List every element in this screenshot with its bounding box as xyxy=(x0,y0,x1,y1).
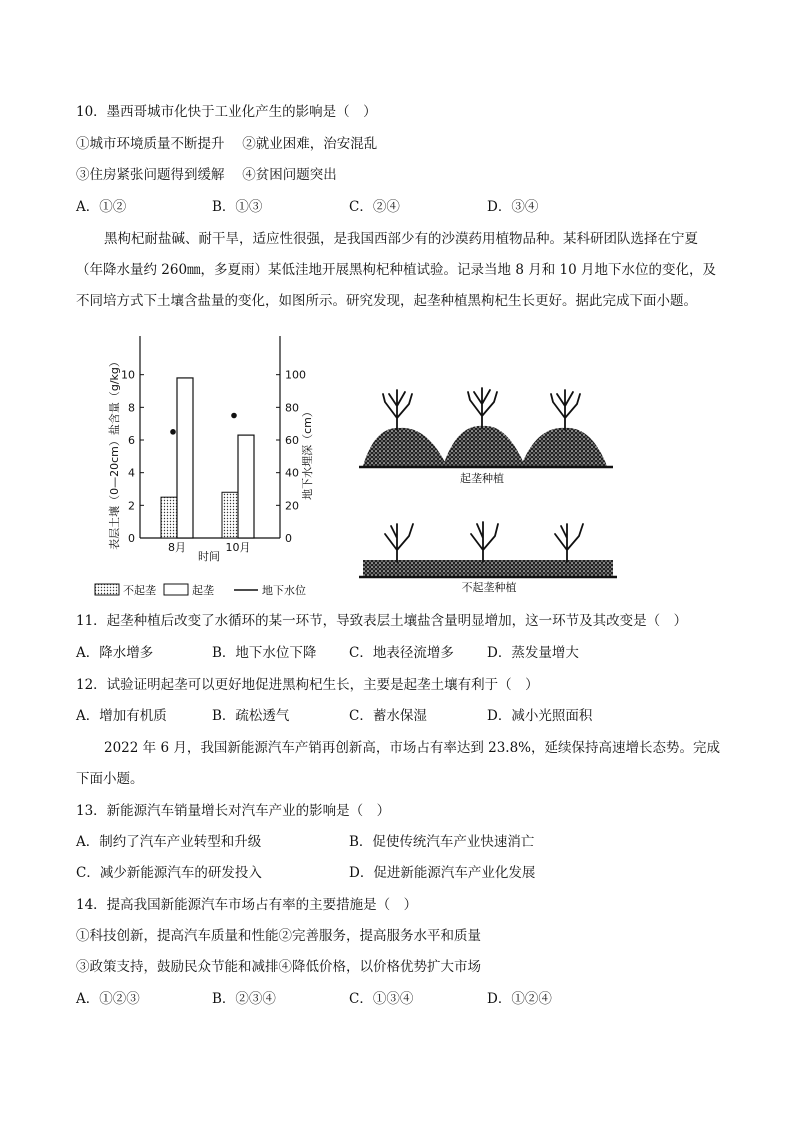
q13-option-a: A．制约了汽车产业转型和升级 xyxy=(76,834,262,850)
groundwater-point xyxy=(170,429,176,435)
y-left-tick-label: 0 xyxy=(128,532,135,545)
plant-icon xyxy=(551,390,580,430)
q14-stem: 14．提高我国新能源汽车市场占有率的主要措施是（ ） xyxy=(76,897,418,913)
passage-1-line-1: 黑枸杞耐盐碱、耐干旱，适应性很强，是我国西部少有的沙漠药用植物品种。某科研团队选择在宁夏 xyxy=(104,231,698,247)
q10-statement-line-2: ③住房紧张问题得到缓解 ④贫困问题突出 xyxy=(76,167,337,183)
plant-icon xyxy=(383,390,412,430)
q11-option-b: B．地下水位下降 xyxy=(212,645,317,661)
plant-icon xyxy=(471,522,498,562)
x-axis-label: 时间 xyxy=(198,550,220,563)
passage-2-line-2: 下面小题。 xyxy=(76,771,144,787)
q10-option-a: A．①② xyxy=(76,199,127,215)
flat-planting xyxy=(359,522,617,594)
bar-ridge xyxy=(177,378,193,538)
y-axis-left-label: 表层土壤（0—20cm）盐含量（g/kg） xyxy=(108,356,121,550)
q10-stem: 10．墨西哥城市化快于工业化产生的影响是（ ） xyxy=(76,104,377,120)
chart-legend xyxy=(95,583,306,597)
q14-option-d: D．①②④ xyxy=(487,991,552,1007)
passage-1-line-3: 不同培方式下土壤含盐量的变化，如图所示。研究发现，起垄种植黑枸杞生长更好。据此完成下面小题。 xyxy=(76,293,697,309)
q14-statement-line-2: ③政策支持，鼓励民众节能和减排④降低价格，以价格优势扩大市场 xyxy=(76,959,481,975)
bar-no-ridge xyxy=(161,497,177,538)
q12-option-c: C．蓄水保湿 xyxy=(349,708,427,724)
q11-stem: 11．起垄种植后改变了水循环的某一环节，导致表层土壤盐含量明显增加，这一环节及其改变是（ ） xyxy=(76,613,688,629)
ridge-planting-diagram xyxy=(355,378,625,596)
q13-option-d: D．促进新能源汽车产业化发展 xyxy=(349,865,536,881)
q10-option-c: C．②④ xyxy=(349,199,400,215)
y-left-tick-label: 10 xyxy=(121,368,135,382)
plant-icon xyxy=(385,524,413,562)
ridged-planting xyxy=(359,388,613,485)
legend-swatch-no-ridge xyxy=(95,584,119,595)
ridge-mound-2 xyxy=(443,426,525,466)
q10-option-b: B．①③ xyxy=(212,199,263,215)
q14-statement-line-1: ①科技创新，提高汽车质量和性能②完善服务，提高服务水平和质量 xyxy=(76,928,481,944)
q14-option-a: A．①②③ xyxy=(76,991,140,1007)
q11-option-c: C．地表径流增多 xyxy=(349,645,454,661)
y-right-tick-label: 60 xyxy=(285,434,299,447)
q12-option-b: B．疏松透气 xyxy=(212,708,290,724)
bar-ridge xyxy=(238,435,254,538)
q11-option-a: A．降水增多 xyxy=(76,645,154,661)
q11-option-d: D．蒸发量增大 xyxy=(487,645,579,661)
x-tick-label: 8月 xyxy=(168,541,186,554)
plant-icon xyxy=(468,388,497,428)
y-right-tick-label: 40 xyxy=(285,466,299,480)
y-right-tick-label: 100 xyxy=(285,368,306,382)
ridge-mound-3 xyxy=(521,428,607,466)
y-left-tick-label: 4 xyxy=(128,466,135,480)
q10-statement-line-1: ①城市环境质量不断提升 ②就业困难，治安混乱 xyxy=(76,136,378,152)
q12-option-d: D．减小光照面积 xyxy=(487,708,593,724)
y-left-tick-label: 6 xyxy=(128,434,135,447)
legend-label-groundwater: 地下水位 xyxy=(262,584,306,597)
y-right-tick-label: 0 xyxy=(285,532,292,545)
y-right-tick-label: 20 xyxy=(285,499,299,513)
q12-option-a: A．增加有机质 xyxy=(76,708,167,724)
passage-1-line-2: （年降水量约 260㎜，多夏雨）某低洼地开展黑枸杞种植试验。记录当地 8 月和 10 月地下水位的变化，及 xyxy=(76,262,716,278)
legend-label-no-ridge: 不起垄 xyxy=(123,584,156,597)
y-right-tick-label: 80 xyxy=(285,401,299,415)
legend-swatch-ridge xyxy=(164,584,188,595)
legend-label-ridge: 起垄 xyxy=(192,584,214,597)
passage-2-line-1: 2022 年 6 月，我国新能源汽车产销再创新高，市场占有率达到 23.8%，延续保持高速增长态势。完成 xyxy=(104,740,720,756)
q13-stem: 13．新能源汽车销量增长对汽车产业的影响是（ ） xyxy=(76,803,391,819)
q13-option-b: B．促使传统汽车产业快速消亡 xyxy=(349,834,535,850)
salt-groundwater-chart xyxy=(88,328,338,604)
ridged-planting-label: 起垄种植 xyxy=(460,472,504,485)
y-left-tick-label: 8 xyxy=(128,401,135,415)
groundwater-point xyxy=(231,413,237,419)
flat-soil-layer xyxy=(363,560,613,577)
x-tick-label: 10月 xyxy=(225,541,251,554)
plant-icon xyxy=(555,524,583,562)
q13-option-c: C．减少新能源汽车的研发投入 xyxy=(76,865,262,881)
y-axis-right-label: 地下水埋深（cm） xyxy=(301,406,314,500)
q12-stem: 12．试验证明起垄可以更好地促进黑枸杞生长，主要是起垄土壤有利于（ ） xyxy=(76,677,539,693)
flat-planting-label: 不起垄种植 xyxy=(461,581,517,594)
q10-option-d: D．③④ xyxy=(487,199,539,215)
ridge-mound-1 xyxy=(363,428,447,466)
q14-option-b: B．②③④ xyxy=(212,991,276,1007)
bar-no-ridge xyxy=(222,492,238,538)
q14-option-c: C．①③④ xyxy=(349,991,414,1007)
y-left-tick-label: 2 xyxy=(128,499,135,513)
